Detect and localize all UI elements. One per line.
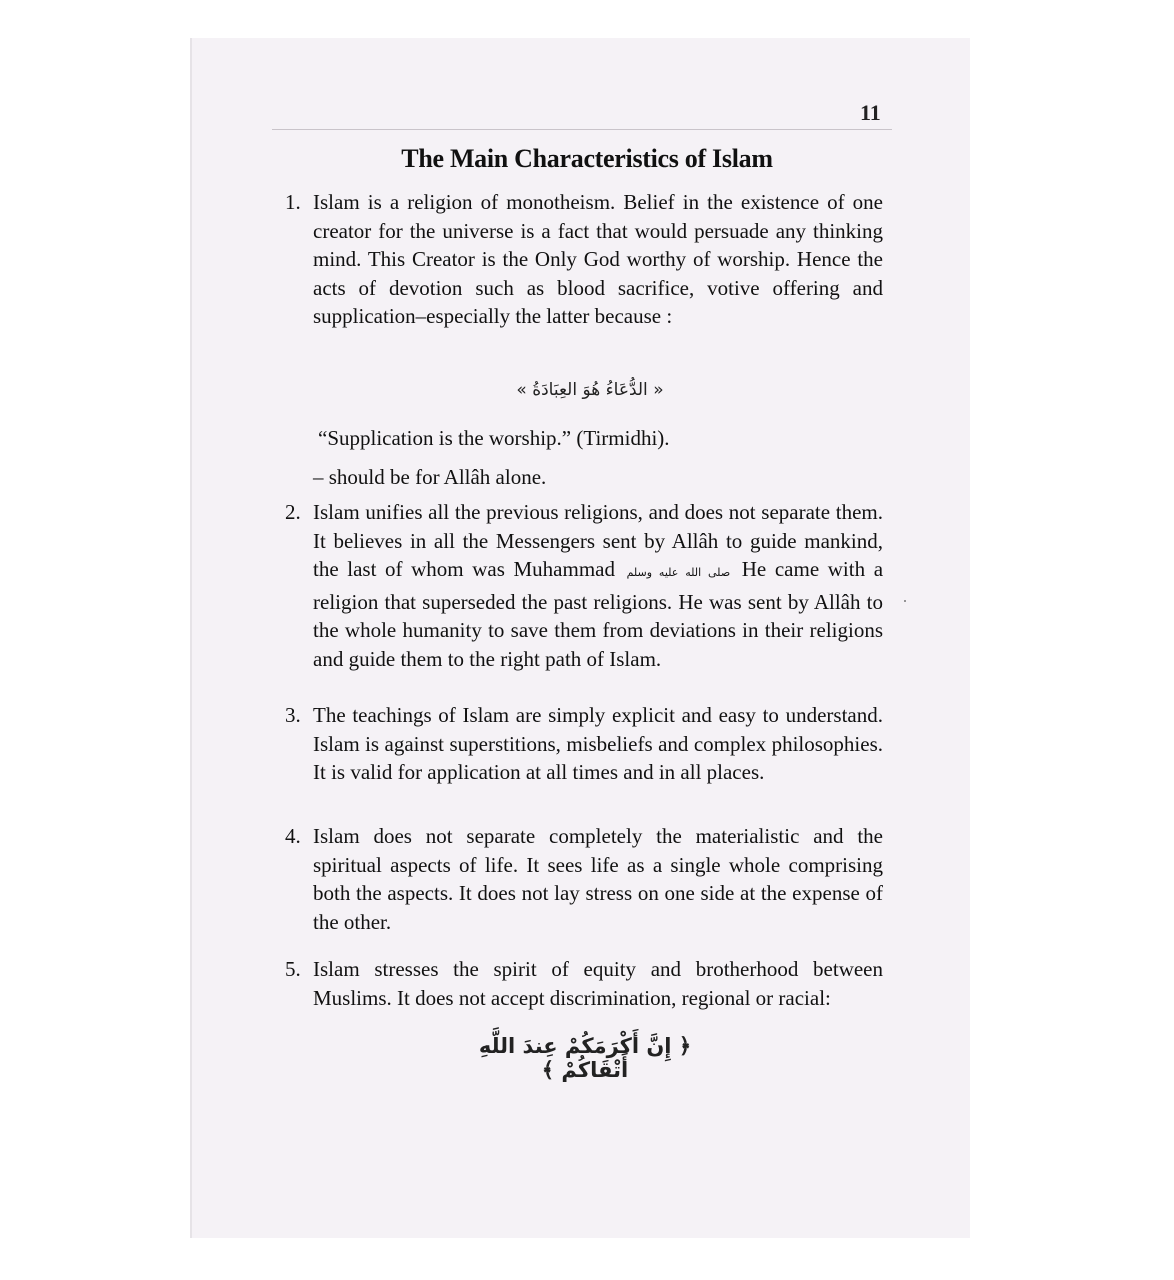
item-text: Islam does not separate completely the materialistic and the spiritual aspects of life. It sees life as a single whole comprising both the aspects. It does not lay stress on one side at the expense of the other. [313,824,883,934]
item-number: 5. [285,957,301,981]
hadith-translation: “Supplication is the worship.” (Tirmidhi). [318,426,670,450]
item-number: 4. [285,824,301,848]
page-title: The Main Characteristics of Islam [401,144,773,173]
item-text-after: He came with a religion that superseded the past religions. He was sent by Allâh to the whole humanity to save them from deviations in their religions and guide them to the right path of Islam. [313,557,884,671]
speck [904,600,906,602]
list-item-1 [285,188,883,331]
salutation-arabic: صلى الله عليه وسلم [626,566,731,579]
item-text: Islam stresses the spirit of equity and brotherhood between Muslims. It does not accept discrimination, regional or racial: [313,957,883,1010]
item-number: 1. [285,190,301,214]
hadith-arabic: « الدُّعَاءُ هُوَ العِبَادَةُ » [516,380,664,400]
item-number: 2. [285,500,301,524]
item-text: Islam is a religion of monotheism. Belief in the existence of one creator for the universe is a fact that would persuade any thinking mind. This Creator is the Only God worthy of worship. Hence the acts of devotion such as blood sacrifice, votive offering and supplication–especially the latter because : [313,190,883,328]
page-number: 11 [860,100,881,125]
item-text-before: Islam unifies all the previous religions, and does not separate them. It believes in all the Messengers sent by Allâh to guide mankind, the last of whom was Muhammad [313,500,883,581]
list-item-3 [285,701,883,787]
list-item-5 [285,955,883,1012]
quran-verse-arabic: ﴿ إِنَّ أَكْرَمَكُمْ عِندَ اللَّهِ أَتْقَاكُمْ ﴾ [478,1034,692,1082]
hadith-continuation: – should be for Allâh alone. [313,465,547,489]
item-number: 3. [285,703,301,727]
item-text: The teachings of Islam are simply explicit and easy to understand. Islam is against superstitions, misbeliefs and complex philosophies. It is valid for application at all times and in all places. [313,703,883,784]
item-text [313,498,883,673]
list-item-2 [285,498,883,673]
list-item-4 [285,822,883,936]
